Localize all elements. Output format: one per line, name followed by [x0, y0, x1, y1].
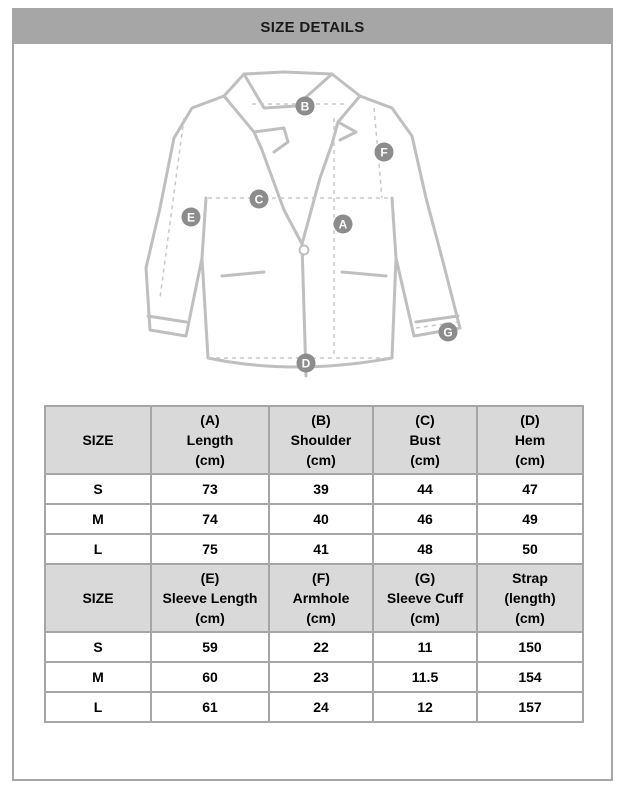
marker-e	[182, 208, 201, 227]
value-cell: 12	[373, 692, 477, 722]
table-row	[45, 474, 583, 504]
header-cell: (F) Armhole (cm)	[269, 564, 373, 632]
table-row	[45, 504, 583, 534]
value-cell: 49	[477, 504, 583, 534]
svg-text:D: D	[301, 356, 311, 371]
value-cell: 75	[151, 534, 269, 564]
value-cell: 74	[151, 504, 269, 534]
value-cell: 59	[151, 632, 269, 662]
table-row	[45, 692, 583, 722]
value-cell: 40	[269, 504, 373, 534]
size-cell: S	[45, 632, 151, 662]
size-cell: L	[45, 692, 151, 722]
size-table	[44, 405, 584, 723]
svg-text:A: A	[338, 217, 348, 232]
table-header-row	[45, 564, 583, 632]
svg-text:B: B	[300, 99, 310, 114]
value-cell: 150	[477, 632, 583, 662]
marker-f	[375, 143, 394, 162]
svg-text:F: F	[380, 145, 388, 160]
size-cell: M	[45, 662, 151, 692]
value-cell: 47	[477, 474, 583, 504]
value-cell: 50	[477, 534, 583, 564]
value-cell: 39	[269, 474, 373, 504]
value-cell: 46	[373, 504, 477, 534]
value-cell: 60	[151, 662, 269, 692]
value-cell: 41	[269, 534, 373, 564]
svg-text:C: C	[254, 192, 264, 207]
value-cell: 11	[373, 632, 477, 662]
svg-text:G: G	[443, 325, 453, 340]
value-cell: 154	[477, 662, 583, 692]
size-cell: L	[45, 534, 151, 564]
size-cell: M	[45, 504, 151, 534]
header-cell: (B) Shoulder (cm)	[269, 406, 373, 474]
panel-title: SIZE DETAILS	[14, 10, 611, 44]
svg-text:E: E	[186, 210, 196, 225]
header-cell: (G) Sleeve Cuff (cm)	[373, 564, 477, 632]
value-cell: 48	[373, 534, 477, 564]
value-cell: 73	[151, 474, 269, 504]
value-cell: 24	[269, 692, 373, 722]
value-cell: 22	[269, 632, 373, 662]
table-row	[45, 534, 583, 564]
header-cell: (A) Length (cm)	[151, 406, 269, 474]
blazer-diagram	[124, 58, 484, 388]
value-cell: 23	[269, 662, 373, 692]
marker-b	[296, 97, 315, 116]
table-row	[45, 632, 583, 662]
header-cell: SIZE	[45, 406, 151, 474]
marker-d	[297, 354, 316, 373]
marker-c	[250, 190, 269, 209]
table-header-row	[45, 406, 583, 474]
value-cell: 157	[477, 692, 583, 722]
value-cell: 61	[151, 692, 269, 722]
value-cell: 44	[373, 474, 477, 504]
value-cell: 11.5	[373, 662, 477, 692]
header-cell: SIZE	[45, 564, 151, 632]
header-cell: (E) Sleeve Length (cm)	[151, 564, 269, 632]
table-row	[45, 662, 583, 692]
size-cell: S	[45, 474, 151, 504]
marker-g	[439, 323, 458, 342]
header-cell: (D) Hem (cm)	[477, 406, 583, 474]
header-cell: Strap (length) (cm)	[477, 564, 583, 632]
marker-a	[334, 215, 353, 234]
header-cell: (C) Bust (cm)	[373, 406, 477, 474]
